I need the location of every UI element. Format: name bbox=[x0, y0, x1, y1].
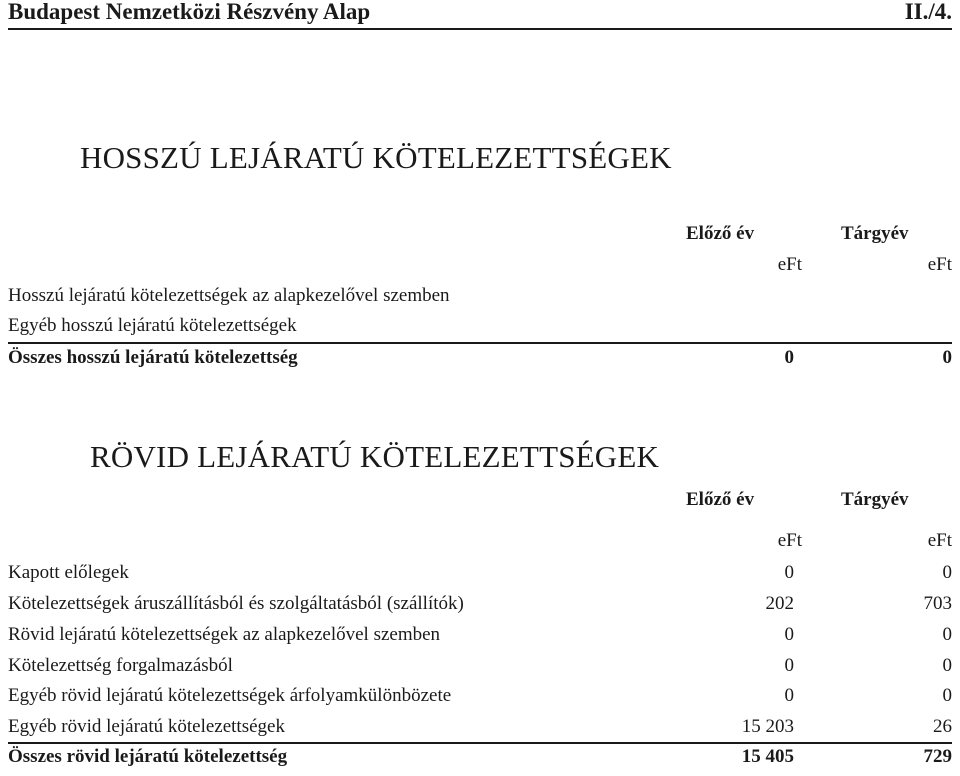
total-label: Összes rövid lejáratú kötelezettség bbox=[8, 746, 288, 767]
short-term-unit-prev: eFt bbox=[777, 530, 802, 551]
short-term-col-prev: Előző év bbox=[686, 489, 755, 510]
total-row bbox=[8, 746, 952, 776]
row-curr-value: 0 bbox=[942, 624, 952, 645]
row-prev-value: 0 bbox=[784, 562, 794, 583]
row-label: Kapott előlegek bbox=[8, 562, 129, 583]
table-row bbox=[8, 685, 952, 715]
long-term-unit-curr: eFt bbox=[927, 254, 952, 275]
total-prev-value: 15 405 bbox=[741, 746, 794, 767]
fund-name: Budapest Nemzetközi Részvény Alap bbox=[8, 0, 371, 24]
row-prev-value: 0 bbox=[784, 685, 794, 706]
long-term-title: HOSSZÚ LEJÁRATÚ KÖTELEZETTSÉGEK bbox=[80, 140, 672, 175]
row-prev-value: 0 bbox=[784, 624, 794, 645]
row-label: Hosszú lejáratú kötelezettségek az alapkezelővel szemben bbox=[8, 285, 450, 306]
row-label: Egyéb rövid lejáratú kötelezettségek árfolyamkülönbözete bbox=[8, 685, 452, 706]
row-label: Kötelezettségek áruszállításból és szolgáltatásból (szállítók) bbox=[8, 593, 464, 614]
long-term-col-prev: Előző év bbox=[686, 223, 755, 244]
table-row bbox=[8, 655, 952, 685]
row-label: Egyéb rövid lejáratú kötelezettségek bbox=[8, 716, 285, 737]
long-term-col-curr: Tárgyév bbox=[841, 223, 909, 244]
row-prev-value: 202 bbox=[765, 593, 794, 614]
row-curr-value: 0 bbox=[942, 685, 952, 706]
row-label: Kötelezettség forgalmazásból bbox=[8, 655, 233, 676]
row-curr-value: 0 bbox=[942, 562, 952, 583]
total-divider bbox=[8, 342, 952, 344]
short-term-unit-curr: eFt bbox=[927, 530, 952, 551]
table-row bbox=[8, 624, 952, 654]
table-row bbox=[8, 315, 952, 345]
total-divider bbox=[8, 742, 952, 744]
row-prev-value: 0 bbox=[784, 655, 794, 676]
short-term-col-curr: Tárgyév bbox=[841, 489, 909, 510]
total-prev-value: 0 bbox=[784, 347, 794, 368]
table-row bbox=[8, 593, 952, 623]
total-label: Összes hosszú lejáratú kötelezettség bbox=[8, 347, 298, 368]
table-row bbox=[8, 285, 952, 315]
page-number: II./4. bbox=[904, 0, 952, 24]
total-curr-value: 729 bbox=[923, 746, 952, 767]
table-row bbox=[8, 562, 952, 592]
row-prev-value: 15 203 bbox=[741, 716, 794, 737]
row-curr-value: 26 bbox=[933, 716, 952, 737]
row-label: Rövid lejáratú kötelezettségek az alapkezelővel szemben bbox=[8, 624, 441, 645]
short-term-title: RÖVID LEJÁRATÚ KÖTELEZETTSÉGEK bbox=[90, 439, 660, 474]
total-curr-value: 0 bbox=[942, 347, 952, 368]
row-label: Egyéb hosszú lejáratú kötelezettségek bbox=[8, 315, 297, 336]
row-curr-value: 0 bbox=[942, 655, 952, 676]
total-row bbox=[8, 347, 952, 377]
row-curr-value: 703 bbox=[923, 593, 952, 614]
long-term-unit-prev: eFt bbox=[777, 254, 802, 275]
page-header bbox=[8, 0, 952, 30]
